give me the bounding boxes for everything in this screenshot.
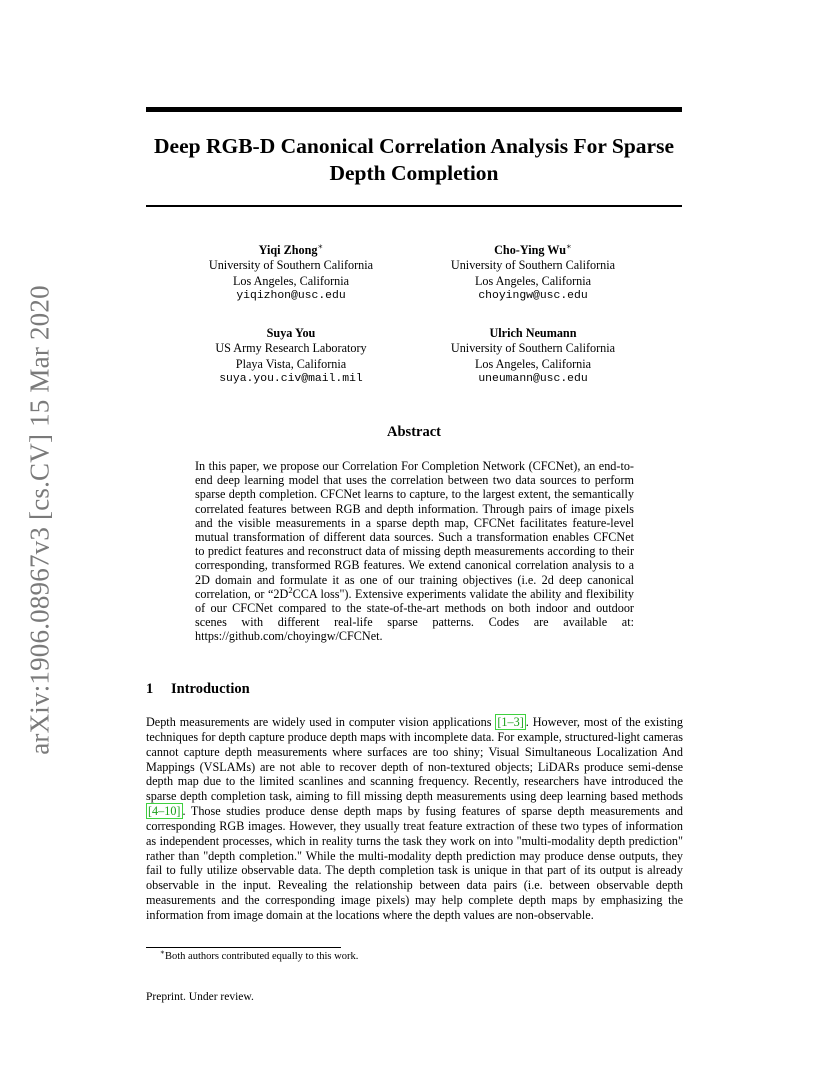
author-mark: ∗ [566, 240, 572, 251]
intro-paragraph [146, 715, 683, 923]
abstract-body [195, 459, 634, 644]
intro-text: Depth measurements are widely used in computer vision applications [146, 715, 496, 729]
section-heading [146, 681, 250, 698]
author-name: Suya You [266, 326, 316, 340]
author-name: Cho-Ying Wu [494, 243, 567, 257]
citation-link[interactable]: [4–10] [148, 804, 181, 819]
citation-link[interactable]: [1–3] [497, 715, 524, 729]
abstract-text-end: CCA loss"). Extensive experiments validate the ability and flexibility of our CFCNet compared to the state-of-the-art methods on both indoor and outdoor scenes with different real-life sparse patterns. Codes are available at: https://github.com/choyingw/CFCNet. [195, 586, 634, 644]
author-mark: ∗ [317, 240, 324, 251]
title-bottom-rule [146, 205, 682, 207]
author-affiliation: University of Southern California [450, 341, 616, 356]
author-affiliation: US Army Research Laboratory [215, 341, 367, 356]
author-block-2 [408, 240, 658, 305]
author-name: Yiqi Zhong [258, 243, 318, 257]
author-name: Ulrich Neumann [489, 326, 577, 340]
author-email: uneumann@usc.edu [478, 373, 588, 386]
title-top-rule [146, 107, 682, 112]
author-email: choyingw@usc.edu [478, 290, 588, 303]
footnote-text: Both authors contributed equally to this work. [165, 951, 359, 962]
preprint-note: Preprint. Under review. [146, 991, 254, 1003]
intro-text: . Those studies produce dense depth maps by fusing features of sparse depth measurements and corresponding RGB images. However, they usually treat feature extraction of these two types of information as independent processes, which in reality turns the task they work on into "multi-modality depth prediction" rather than "depth completion." While the multi-modality depth prediction may produce dense outputs, they fail to fully utilize observable data. The depth completion task is unique in that part of its output is already observable in the input. Revealing the relationship between data pairs (i.e. between observable depth measurements and the corresponding image pixels) may help complete depth maps by emphasizing the information from image domain at the locations where the depth values are non-observable. [146, 804, 683, 922]
intro-text: . However, most of the existing techniques for depth capture produce depth maps with incomplete data. For example, structured-light cameras cannot capture depth measurements where surfaces are too shiny; Visual Simultaneous Localization And Mappings (VSLAMs) are not able to recover depth of non-textured objects; LiDARs produce semi-dense depth map due to the limited scanlines and scanning frequency. Recently, researchers have introduced the sparse depth completion task, aiming to fill missing depth measurements using deep learning based methods [146, 715, 683, 804]
author-location: Los Angeles, California [474, 356, 592, 371]
author-affiliation: University of Southern California [208, 258, 374, 273]
section-number: 1 [146, 681, 154, 697]
footnote-rule [146, 947, 341, 948]
author-block-4 [408, 326, 658, 388]
author-location: Los Angeles, California [474, 273, 592, 288]
abstract-text: In this paper, we propose our Correlation For Completion Network (CFCNet), an end-to-end deep learning model that uses the correlation between two data sources to perform sparse depth completion. CFCNet learns to capture, to the largest extent, the semantically correlated features between RGB and depth information. Through pairs of image pixels and the visible measurements in a sparse depth map, CFCNet facilitates feature-level mutual transformation of different data sources. Such a transformation enables CFCNet to predict features and reconstruct data of missing depth measurements according to their corresponding, transformed RGB features. We extend canonical correlation analysis to a 2D domain and formulate it as one of our training objectives (i.e. 2d deep canonical correlation, or “2D [195, 459, 634, 601]
author-location: Playa Vista, California [235, 356, 347, 371]
author-block-3 [166, 326, 416, 388]
paper-title: Deep RGB-D Canonical Correlation Analysis For Sparse Depth Completion [154, 134, 674, 185]
author-affiliation: University of Southern California [450, 258, 616, 273]
author-location: Los Angeles, California [232, 273, 350, 288]
author-email: suya.you.civ@mail.mil [219, 373, 363, 386]
abstract-heading: Abstract [387, 424, 441, 440]
abstract-superscript: 2 [288, 584, 293, 595]
author-email: yiqizhon@usc.edu [236, 290, 346, 303]
footnote [160, 947, 359, 963]
author-block-1 [166, 240, 416, 305]
footnote-mark: ∗ [160, 947, 165, 957]
section-title: Introduction [171, 681, 250, 697]
arxiv-stamp: arXiv:1906.08967v3 [cs.CV] 15 Mar 2020 [24, 285, 55, 755]
